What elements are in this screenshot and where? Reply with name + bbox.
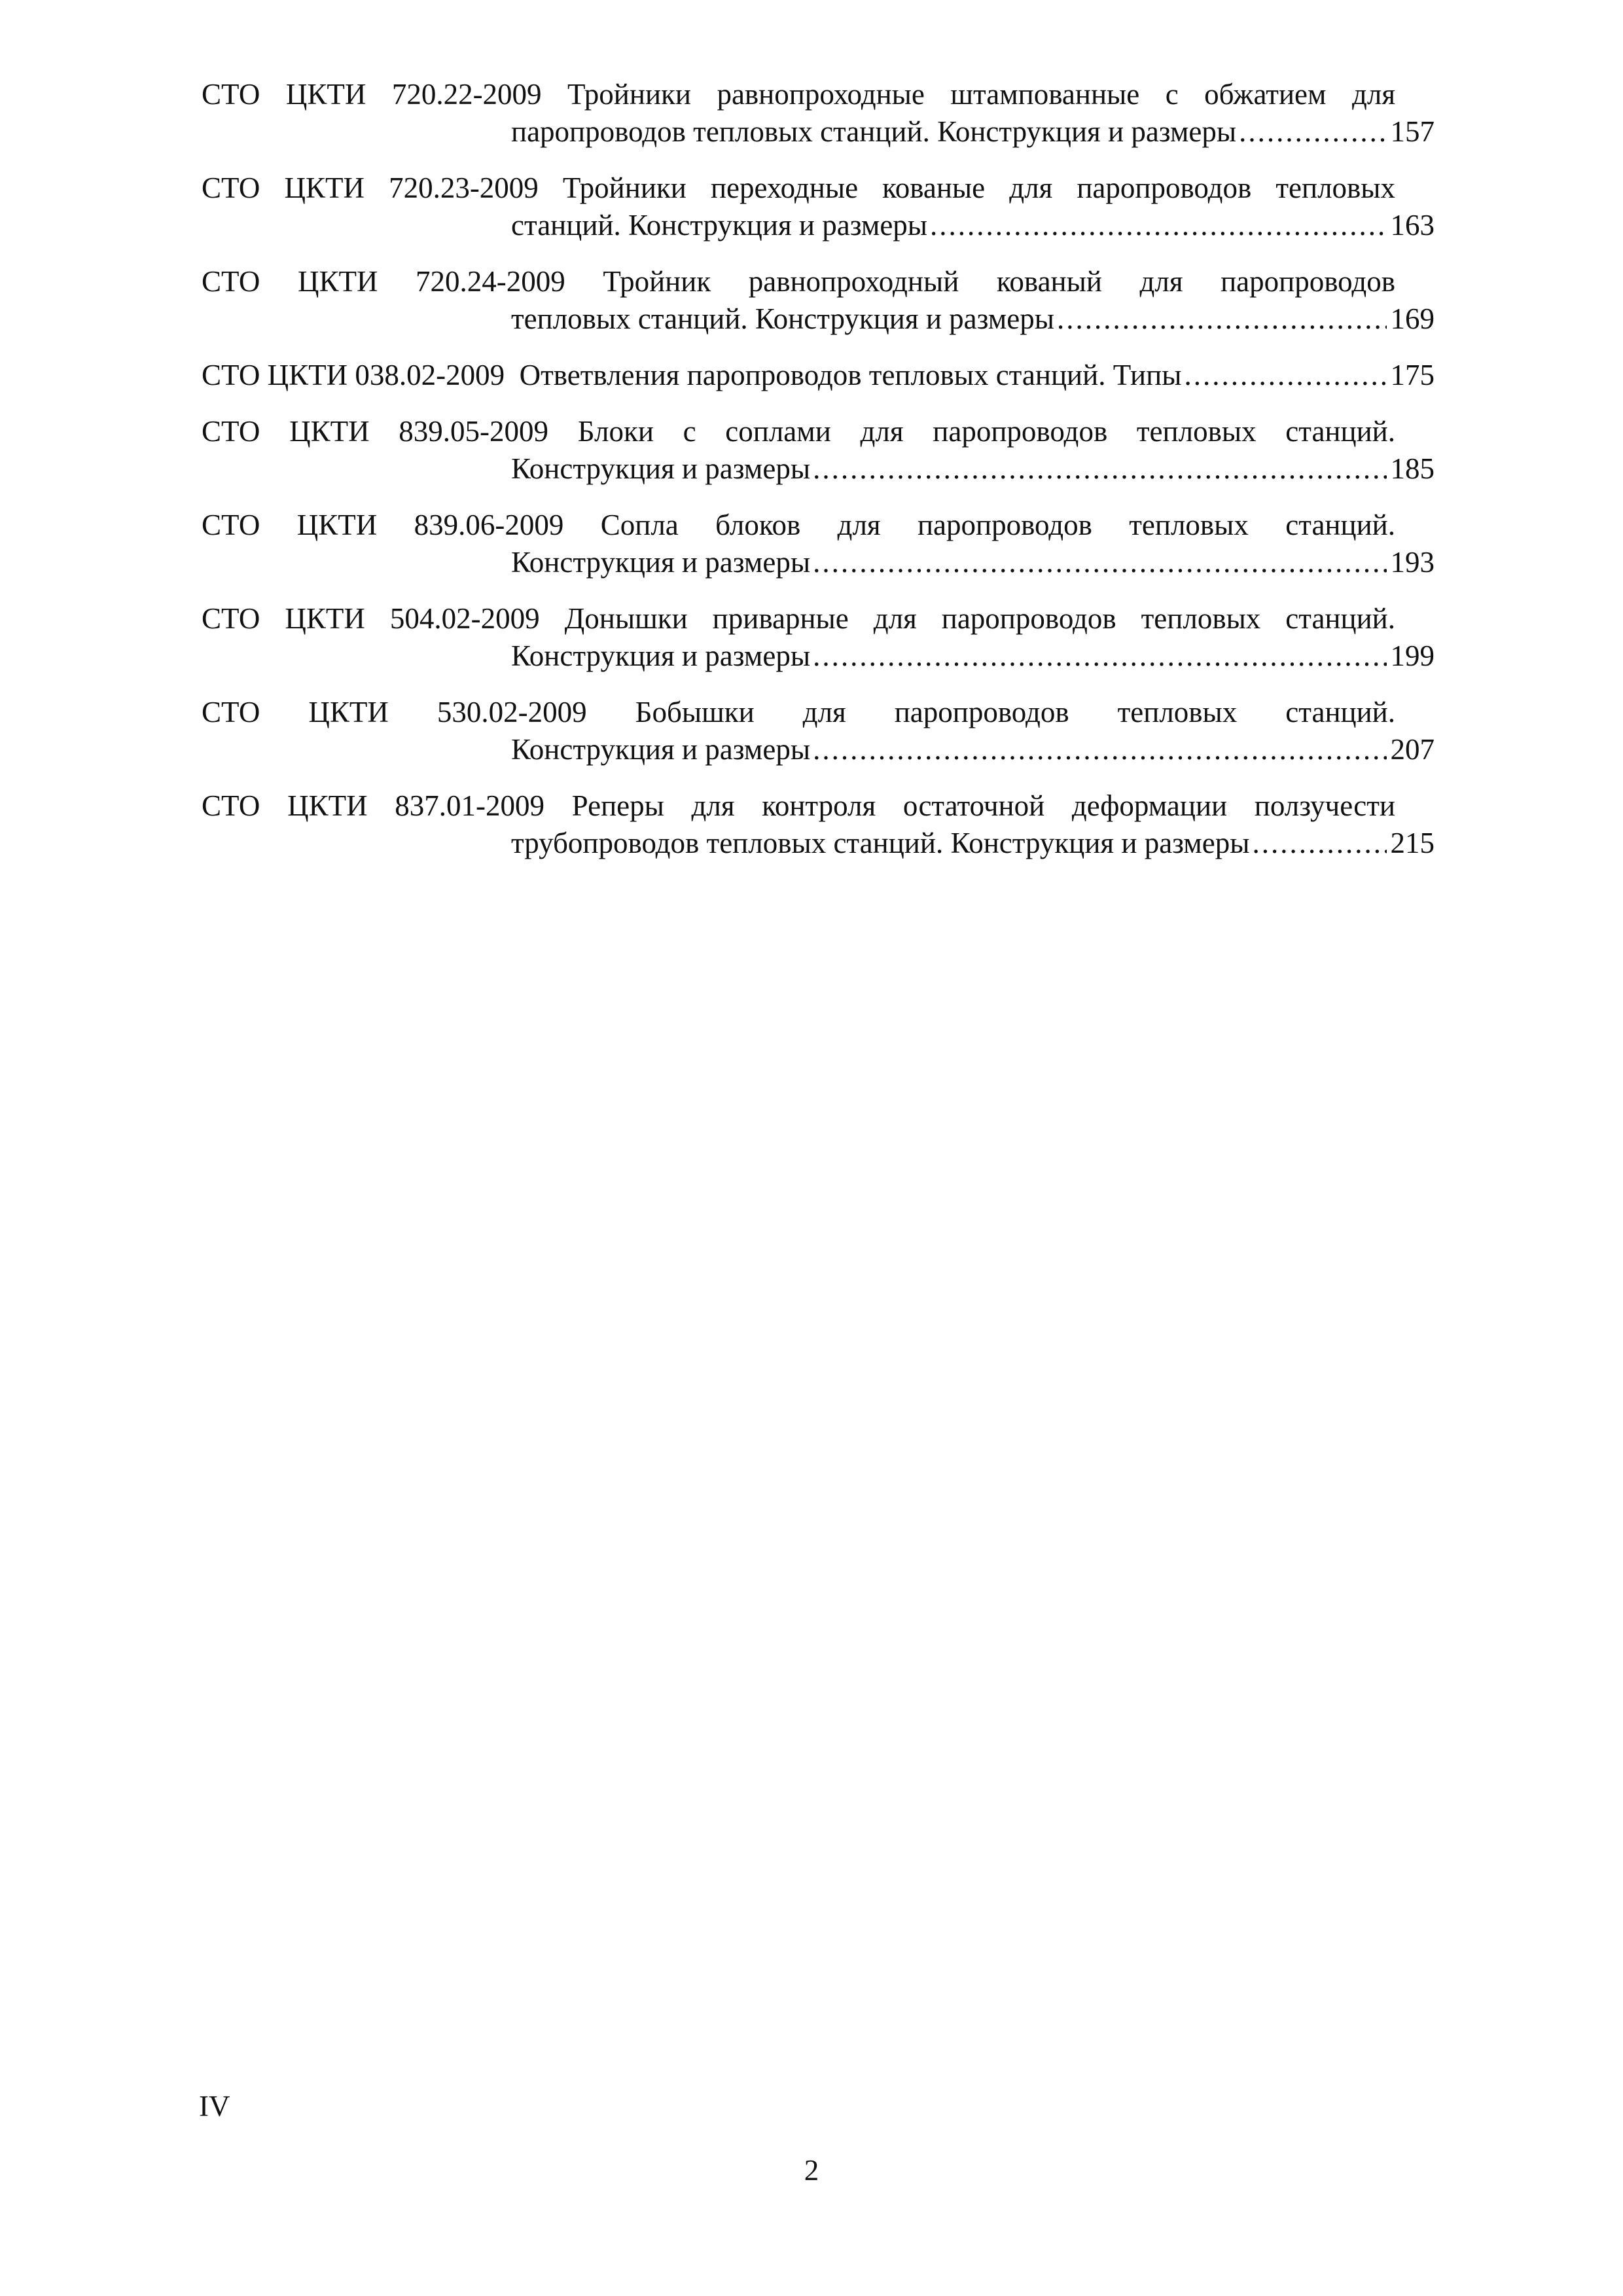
toc-entry (202, 357, 1435, 394)
toc-entry-continuation (202, 544, 1435, 581)
toc-entry-line (202, 76, 1395, 113)
toc-entry-line (202, 413, 1395, 450)
toc-entry (202, 76, 1435, 151)
toc-entry-page: 207 (1390, 733, 1435, 766)
toc-entry-page: 193 (1390, 546, 1435, 579)
toc-entry-page: 163 (1390, 209, 1435, 242)
toc-entry-title: Сопла блоков для паропроводов тепловых станций. (600, 509, 1396, 541)
toc-entry-page: 185 (1390, 452, 1435, 485)
toc-entry-line (202, 263, 1395, 300)
toc-entry-code: СТО ЦКТИ 839.06-2009 (202, 509, 564, 541)
toc-entry-title-cont: Конструкция и размеры (511, 733, 811, 766)
toc-entry-page: 215 (1390, 827, 1435, 859)
section-mark: IV (199, 2090, 230, 2123)
toc-entry-title-cont: Конструкция и размеры (511, 639, 811, 672)
dot-leader (813, 544, 1386, 581)
toc-entry-continuation (202, 825, 1435, 862)
toc-entry (202, 170, 1435, 244)
toc-entry (202, 694, 1435, 768)
toc-entry-title: Блоки с соплами для паропроводов тепловых станций. (577, 415, 1395, 448)
toc-entry-code: СТО ЦКТИ 530.02-2009 (202, 696, 587, 728)
toc-entry-line (202, 694, 1395, 731)
toc-entry-title-cont: трубопроводов тепловых станций. Конструкция и размеры (511, 827, 1250, 859)
toc-entry-title: Тройник равнопроходный кованый для паропроводов (603, 265, 1396, 298)
toc-entry-continuation (202, 731, 1435, 768)
toc-entry (202, 263, 1435, 338)
toc-entry-continuation (202, 300, 1435, 338)
toc-entry (202, 413, 1435, 488)
toc-entry-page: 175 (1390, 359, 1435, 391)
toc-entry-code: СТО ЦКТИ 839.05-2009 (202, 415, 549, 448)
toc-entry-line (202, 787, 1395, 825)
toc-entry-title: Тройники переходные кованые для паропроводов тепловых (562, 171, 1396, 204)
toc-entry-page: 199 (1390, 639, 1435, 672)
toc-entry-line (202, 507, 1395, 544)
table-of-contents (202, 76, 1435, 881)
dot-leader (813, 731, 1386, 768)
toc-entry-line (202, 357, 1435, 394)
toc-entry-title-cont: Конструкция и размеры (511, 452, 811, 485)
toc-entry-title-cont: тепловых станций. Конструкция и размеры (511, 302, 1054, 335)
page-number: 2 (804, 2154, 819, 2187)
toc-entry-line (202, 600, 1395, 637)
toc-entry-title: Ответвления паропроводов тепловых станций. Типы (519, 359, 1182, 391)
dot-leader (1057, 300, 1387, 338)
toc-entry-continuation (202, 450, 1435, 488)
toc-entry-title-cont: паропроводов тепловых станций. Конструкция и размеры (511, 115, 1237, 148)
dot-leader (813, 450, 1386, 488)
toc-entry-page: 169 (1390, 302, 1435, 335)
toc-entry-title: Донышки приварные для паропроводов тепловых станций. (564, 602, 1396, 635)
dot-leader (1184, 357, 1386, 394)
toc-entry-code: СТО ЦКТИ 038.02-2009 (202, 359, 505, 391)
toc-entry (202, 787, 1435, 862)
dot-leader (930, 207, 1386, 244)
dot-leader (1239, 113, 1386, 151)
toc-entry-continuation (202, 637, 1435, 675)
dot-leader (1253, 825, 1387, 862)
toc-entry (202, 507, 1435, 581)
toc-entry-code: СТО ЦКТИ 720.22-2009 (202, 78, 542, 111)
dot-leader (813, 637, 1386, 675)
toc-entry-code: СТО ЦКТИ 504.02-2009 (202, 602, 540, 635)
toc-entry-title: Реперы для контроля остаточной деформации ползучести (571, 789, 1396, 822)
toc-entry (202, 600, 1435, 675)
toc-entry-continuation (202, 113, 1435, 151)
toc-entry-title: Бобышки для паропроводов тепловых станций. (635, 696, 1396, 728)
toc-entry-code: СТО ЦКТИ 720.23-2009 (202, 171, 539, 204)
toc-entry-line (202, 170, 1395, 207)
toc-entry-title-cont: Конструкция и размеры (511, 546, 811, 579)
toc-entry-code: СТО ЦКТИ 837.01-2009 (202, 789, 544, 822)
toc-entry-code: СТО ЦКТИ 720.24-2009 (202, 265, 565, 298)
toc-entry-continuation (202, 207, 1435, 244)
toc-entry-page: 157 (1390, 115, 1435, 148)
toc-entry-title: Тройники равнопроходные штампованные с обжатием для (567, 78, 1396, 111)
toc-entry-title-cont: станций. Конструкция и размеры (511, 209, 928, 242)
